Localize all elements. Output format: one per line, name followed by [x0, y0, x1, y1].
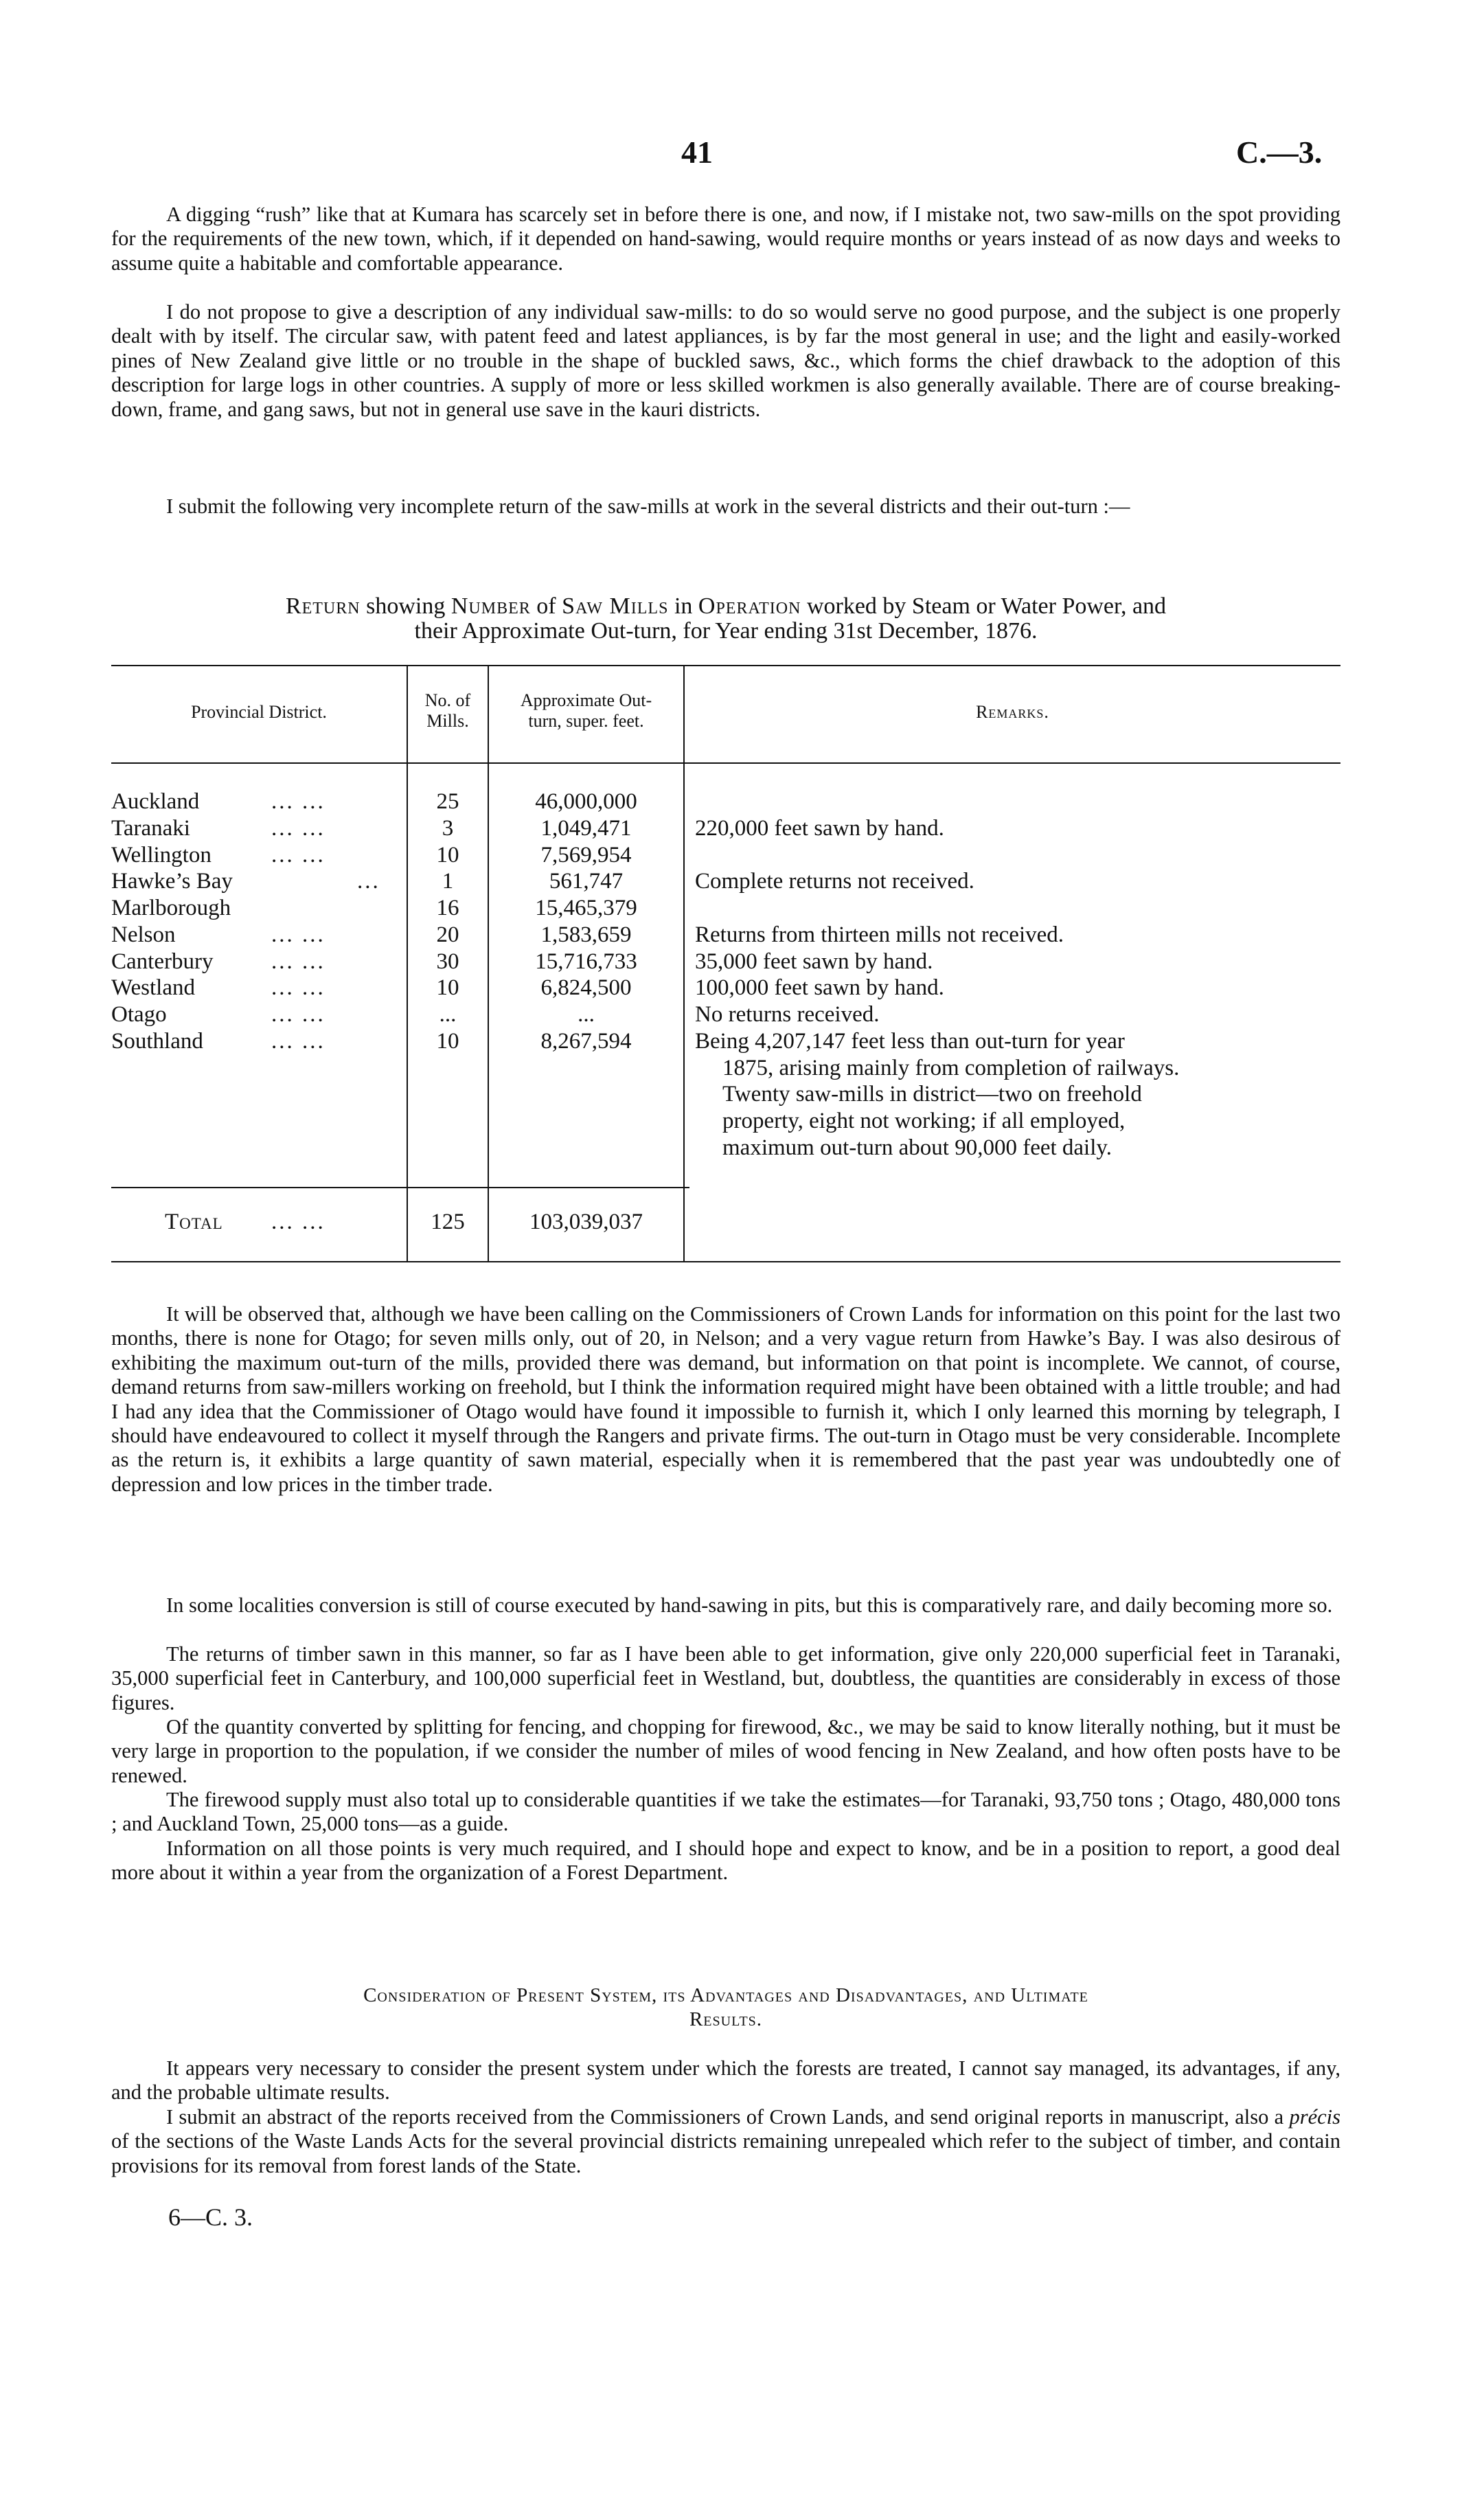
header-remarks: Remarks.	[976, 702, 1049, 722]
remark-otago: No returns received.	[695, 1002, 880, 1027]
row-mills: 10	[436, 843, 459, 867]
row-outturn: 561,747	[549, 869, 624, 894]
caption-word-return: Return	[285, 593, 361, 619]
row-leader-dots: ... ...	[271, 816, 326, 841]
header-mills-line-2: Mills.	[426, 711, 469, 731]
intro-paragraph-1: A digging “rush” like that at Kumara has scarcely set in before there is one, and now, if I mistake not, two saw-mills on the spot providing for the requirements of the new town, which, if it depended on hand-sawing, would require months or years instead of as now days and weeks to assume quite a habitable and comfortable appearance.	[111, 203, 1340, 275]
body-paragraph-2: In some localities conversion is still of course executed by hand-sawing in pits, but this is comparatively rare, and daily becoming more so.	[166, 1593, 1333, 1617]
row-leader-dots: ... ...	[271, 1002, 326, 1027]
row-mills: ...	[439, 1002, 457, 1027]
table-header-rule	[111, 762, 1340, 764]
remark-southland	[695, 1028, 1327, 1161]
section-paragraph-1: It appears very necessary to consider the present system under which the forests are treated, I cannot say managed, its advantages, if any, and the probable ultimate results.	[111, 2056, 1340, 2105]
body-paragraph-1: It will be observed that, although we have been calling on the Commissioners of Crown Lands for information on this point for the last two months, there is none for Otago; for seven mills only, out of 20, in Nelson; and a very vague return from Hawke’s Bay. I was also desirous of exhibiting the maximum out-turn of the mills, provided there was demand, but information on that point is incomplete. We cannot, of course, demand returns from saw-millers working on freehold, but I think the information required might have been obtained with a little trouble; and had I had any idea that the Commissioner of Otago would have found it impossible to furnish it, which I only learned this morning by telegraph, I should have endeavoured to collect it myself through the Rangers and private firms. The out-turn in Otago must be very considerable. Incomplete as the return is, it exhibits a large quantity of sawn material, especially when it is remembered that the past year was undoubtedly one of depression and low prices in the timber trade.	[111, 1302, 1340, 1496]
row-district: Westland	[111, 975, 195, 1000]
remark-southland-line: Twenty saw-mills in district—two on freehold	[722, 1082, 1142, 1107]
row-outturn: 15,465,379	[535, 896, 637, 920]
row-mills: 10	[436, 975, 459, 1000]
section-heading-line-2: Results.	[689, 2008, 763, 2030]
row-leader-dots: ... ...	[271, 1029, 326, 1054]
total-leader-dots: ... ...	[271, 1210, 326, 1234]
header-provincial-district: Provincial District.	[191, 702, 327, 722]
remark-taranaki: 220,000 feet sawn by hand.	[695, 816, 944, 841]
signature-mark: 6—C. 3.	[168, 2203, 253, 2231]
row-district: Hawke’s Bay	[111, 869, 233, 894]
caption-word-saw-mills: Saw Mills	[562, 593, 669, 619]
header-approximate-outturn	[489, 690, 683, 731]
row-district: Auckland	[111, 789, 200, 814]
section-paragraph-2	[111, 2105, 1340, 2178]
row-outturn: 46,000,000	[535, 789, 637, 814]
total-mills: 125	[431, 1210, 465, 1234]
total-label: Total	[165, 1210, 223, 1234]
caption-text: in	[674, 593, 693, 619]
row-district: Canterbury	[111, 949, 214, 974]
remark-southland-line: Being 4,207,147 feet less than out-turn for year	[695, 1029, 1125, 1054]
row-mills: 10	[436, 1029, 459, 1054]
header-outturn-line-2: turn, super. feet.	[528, 711, 644, 731]
section-paragraph-2-italic: précis	[1289, 2105, 1340, 2129]
row-mills: 30	[436, 949, 459, 974]
remark-southland-line: property, eight not working; if all employed,	[722, 1109, 1126, 1134]
row-leader-dots: ... ...	[271, 922, 326, 947]
caption-word-operation: Operation	[698, 593, 801, 619]
row-leader-dots: ...	[357, 869, 380, 894]
caption-line-2: their Approximate Out-turn, for Year ending 31st December, 1876.	[414, 618, 1038, 644]
body-paragraph-3: The returns of timber sawn in this manner, so far as I have been able to get information, give only 220,000 superficial feet in Taranaki, 35,000 superficial feet in Canterbury, and 100,000 superficial feet in Westland, but, doubtless, the quantities are considerably in excess of those figures.	[111, 1642, 1340, 1714]
table-column-rule-3	[683, 665, 685, 1261]
body-paragraph-4: Of the quantity converted by splitting for fencing, and chopping for firewood, &c., we may be said to know literally nothing, but it must be very large in proportion to the population, if we consider the number of miles of wood fencing in New Zealand, and how often posts have to be renewed.	[111, 1715, 1340, 1787]
row-leader-dots: ... ...	[271, 949, 326, 974]
row-leader-dots: ... ...	[271, 975, 326, 1000]
header-no-of-mills	[408, 690, 488, 731]
row-district: Marlborough	[111, 896, 231, 920]
table-bottom-rule	[111, 1261, 1340, 1262]
table-total-rule	[111, 1187, 689, 1188]
remark-hawkes-bay: Complete returns not received.	[695, 869, 974, 894]
row-mills: 25	[436, 789, 459, 814]
section-paragraph-2-text: I submit an abstract of the reports received from the Commissioners of Crown Lands, and send original reports in manuscript, also a	[166, 2105, 1290, 2129]
row-outturn: ...	[578, 1002, 595, 1027]
row-outturn: 8,267,594	[540, 1029, 632, 1054]
caption-text: of	[536, 593, 556, 619]
caption-word-number: Number	[450, 593, 531, 619]
row-outturn: 7,569,954	[540, 843, 632, 867]
row-outturn: 15,716,733	[535, 949, 637, 974]
total-outturn: 103,039,037	[529, 1210, 643, 1234]
row-leader-dots: ... ...	[271, 843, 326, 867]
table-top-rule	[111, 665, 1340, 666]
header-mills-line-1: No. of	[424, 690, 471, 710]
row-district: Southland	[111, 1029, 203, 1054]
header-outturn-line-1: Approximate Out-	[520, 690, 652, 710]
row-mills: 16	[436, 896, 459, 920]
remark-westland: 100,000 feet sawn by hand.	[695, 975, 944, 1000]
section-paragraph-2-text: of the sections of the Waste Lands Acts for the several provincial districts remaining unrepealed which refer to the subject of timber, and contain provisions for its removal from forest lands of the State.	[111, 2129, 1340, 2177]
caption-text: worked by Steam or Water Power, and	[806, 593, 1167, 619]
row-mills: 1	[442, 869, 454, 894]
row-district: Nelson	[111, 922, 176, 947]
document-reference: C.—3.	[1236, 135, 1323, 170]
row-outturn: 1,583,659	[540, 922, 632, 947]
section-heading-line-1: Consideration of Present System, its Advantages and Disadvantages, and Ultimate	[363, 1984, 1088, 2006]
row-district: Otago	[111, 1002, 167, 1027]
intro-paragraph-2: I do not propose to give a description of any individual saw-mills: to do so would serve no good purpose, and the subject is one properly dealt with by itself. The circular saw, with patent feed and latest appliances, is by far the most general in use; and the light and easily-worked pines of New Zealand give little or no trouble in the shape of buckled saws, &c., which forms the chief drawback to the adoption of this description for large logs in other countries. A supply of more or less skilled workmen is also generally available. There are of course breaking-down, frame, and gang saws, but not in general use save in the kauri districts.	[111, 300, 1340, 421]
intro-paragraph-3: I submit the following very incomplete return of the saw-mills at work in the several districts and their out-turn :—	[166, 495, 1130, 518]
row-mills: 3	[442, 816, 454, 841]
page-number: 41	[681, 135, 713, 170]
row-outturn: 1,049,471	[540, 816, 632, 841]
row-district: Wellington	[111, 843, 212, 867]
body-paragraph-6: Information on all those points is very much required, and I should hope and expect to know, and be in a position to report, a good deal more about it within a year from the organization of a Forest Department.	[111, 1837, 1340, 1885]
row-mills: 20	[436, 922, 459, 947]
remark-southland-line: maximum out-turn about 90,000 feet daily.	[722, 1135, 1112, 1160]
remark-southland-line: 1875, arising mainly from completion of railways.	[722, 1055, 1180, 1080]
caption-text: showing	[366, 593, 446, 619]
row-district: Taranaki	[111, 816, 190, 841]
section-heading	[111, 1984, 1340, 2032]
remark-canterbury: 35,000 feet sawn by hand.	[695, 949, 933, 974]
table-caption	[111, 594, 1340, 644]
row-outturn: 6,824,500	[540, 975, 632, 1000]
remark-nelson: Returns from thirteen mills not received.	[695, 922, 1064, 947]
row-leader-dots: ... ...	[271, 789, 326, 814]
body-paragraph-5: The firewood supply must also total up to considerable quantities if we take the estimates—for Taranaki, 93,750 tons ; Otago, 480,000 tons ; and Auckland Town, 25,000 tons—as a guide.	[111, 1788, 1340, 1836]
